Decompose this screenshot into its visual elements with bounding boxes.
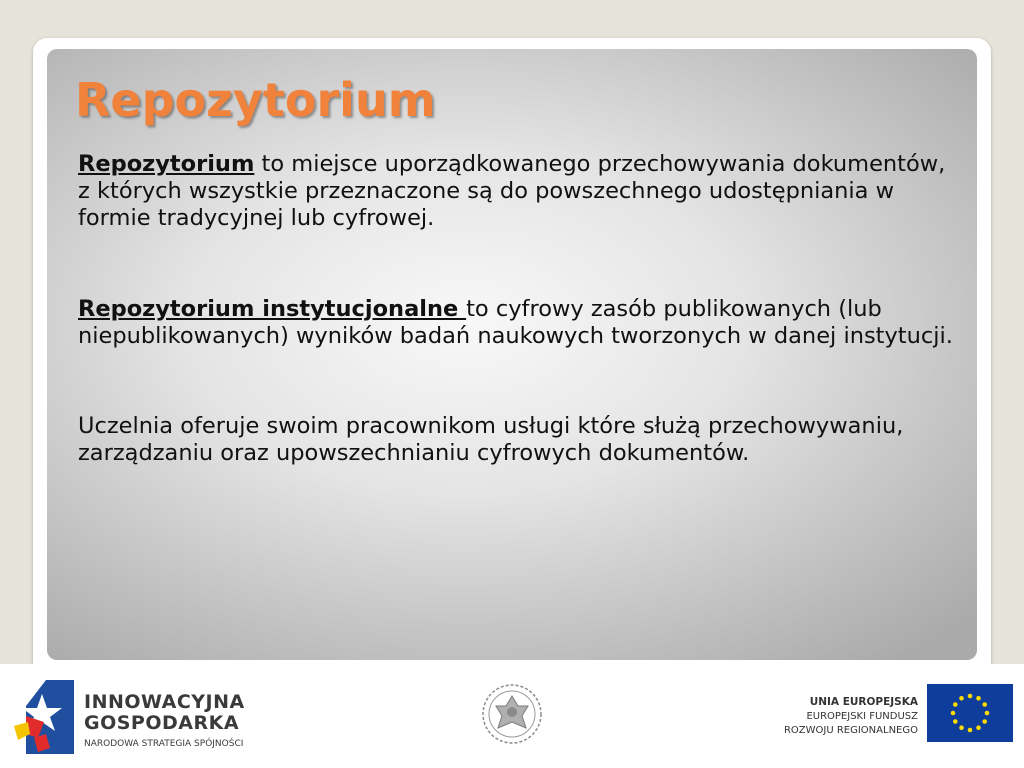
eu-text-line3: ROZWOJU REGIONALNEGO — [783, 725, 918, 736]
definition-paragraph-repository — [78, 151, 958, 232]
eu-text-line1: UNIA EUROPEJSKA — [809, 696, 918, 708]
eu-text-line2: EUROPEJSKI FUNDUSZ — [806, 711, 918, 722]
slide-content-panel — [47, 49, 977, 660]
term-repozytorium-instytucjonalne: Repozytorium instytucjonalne — [78, 296, 467, 322]
innovation-star-icon — [12, 676, 76, 758]
definition-text: to miejsce uporządkowanego przechowywania dokumentów, z których wszystkie przeznaczone są do powszechnego udostępniania w formie tradycyjnej lub cyfrowej. — [78, 151, 946, 231]
slide-title: Repozytorium — [75, 73, 436, 127]
footer-logo-bar — [0, 664, 1024, 768]
logo-tagline: NARODOWA STRATEGIA SPÓJNOŚCI — [84, 739, 244, 749]
term-repozytorium: Repozytorium — [78, 151, 255, 177]
eu-flag-icon — [927, 684, 1013, 742]
definition-paragraph-institutional-repository — [78, 296, 958, 350]
university-services-paragraph: Uczelnia oferuje swoim pracownikom usługi które służą przechowywaniu, zarządzaniu oraz upowszechnianiu cyfrowych dokumentów. — [78, 413, 904, 466]
definition-text: to cyfrowy zasób publikowanych (lub niepublikowanych) wyników badań naukowych tworzonych w danej instytucji. — [78, 296, 953, 349]
eu-fund-text — [784, 695, 918, 738]
logo-line-innowacyjna: INNOWACYJNA — [84, 691, 245, 713]
innovation-logo-text — [84, 692, 245, 751]
logo-line-gospodarka: GOSPODARKA — [84, 712, 240, 734]
university-seal-icon — [480, 682, 544, 746]
